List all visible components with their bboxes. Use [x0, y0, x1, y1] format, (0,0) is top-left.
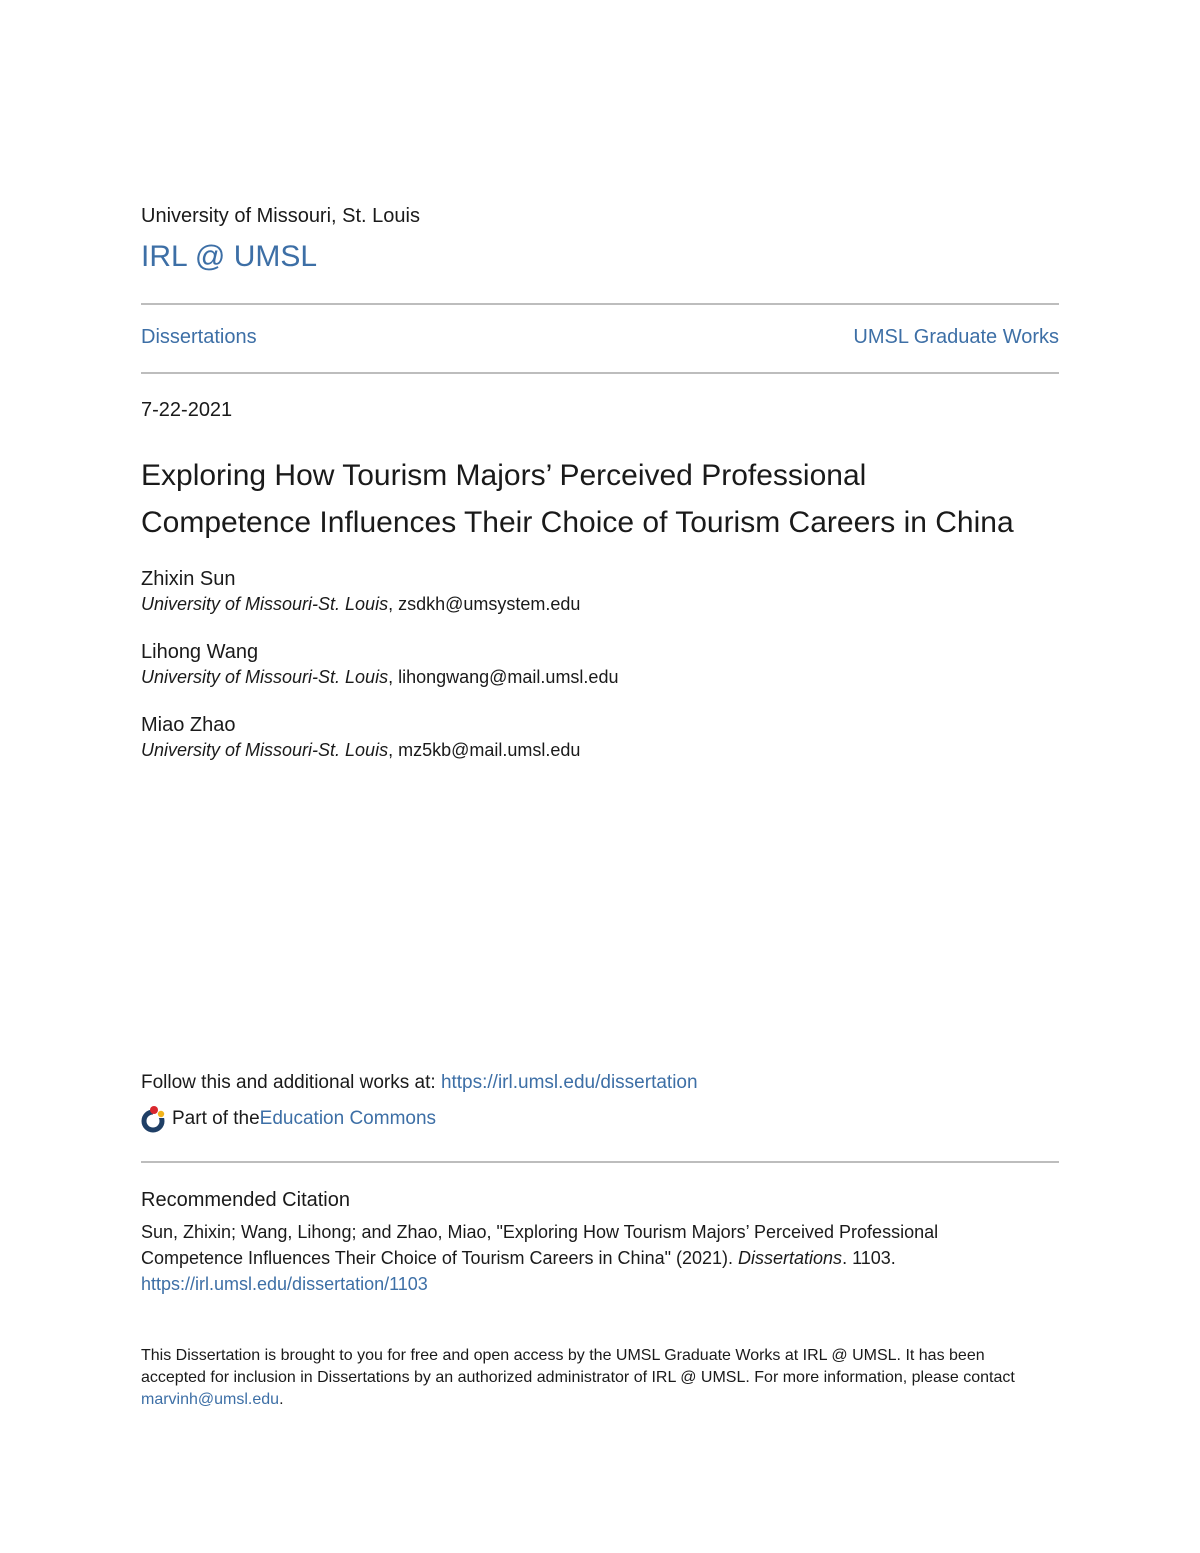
author-email: , lihongwang@mail.umsl.edu [388, 667, 619, 687]
institution-name: University of Missouri, St. Louis [141, 205, 420, 227]
author-entry [141, 566, 1059, 616]
dissertation-collection-link[interactable]: https://irl.umsl.edu/dissertation [440, 1072, 698, 1093]
follow-prefix: Follow this and additional works at: [141, 1072, 441, 1093]
affiliation-institution: University of Missouri-St. Louis [141, 740, 389, 760]
citation-link[interactable]: https://irl.umsl.edu/dissertation/1103 [141, 1274, 428, 1294]
author-name: Zhixin Sun [141, 568, 236, 590]
author-entry [141, 712, 1059, 762]
title-line-1: Exploring How Tourism Majors’ Perceived Professional [141, 459, 867, 492]
graduate-works-link[interactable]: UMSL Graduate Works [853, 326, 1059, 348]
divider-bottom [141, 1161, 1059, 1163]
citation-text [141, 1219, 1041, 1297]
title-line-2: Competence Influences Their Choice of Tourism Careers in China [141, 506, 1014, 539]
author-entry [141, 639, 1059, 689]
paper-title [141, 452, 1059, 546]
network-commons-icon [141, 1104, 167, 1134]
commons-prefix: Part of the [172, 1108, 260, 1129]
citation-journal: Dissertations [738, 1248, 843, 1268]
author-name: Miao Zhao [141, 714, 236, 736]
divider-middle [141, 372, 1059, 374]
repository-link[interactable]: IRL @ UMSL [141, 240, 318, 273]
author-affiliation [141, 738, 1059, 762]
education-commons-link[interactable]: Education Commons [259, 1108, 437, 1129]
author-affiliation [141, 592, 1059, 616]
dissertations-link[interactable]: Dissertations [141, 326, 257, 348]
citation-body: Sun, Zhixin; Wang, Lihong; and Zhao, Miao, "Exploring How Tourism Majors’ Perceived Professional Competence Influences Their Choice of Tourism Careers in China" (2021). [141, 1222, 939, 1268]
access-notice [141, 1345, 1041, 1411]
contact-email-link[interactable]: marvinh@umsl.edu [141, 1391, 280, 1408]
collection-nav [141, 326, 1059, 349]
citation-heading: Recommended Citation [141, 1189, 350, 1211]
commons-line [141, 1104, 436, 1134]
affiliation-institution: University of Missouri-St. Louis [141, 667, 389, 687]
author-name: Lihong Wang [141, 641, 259, 663]
affiliation-institution: University of Missouri-St. Louis [141, 594, 389, 614]
author-email: , mz5kb@mail.umsl.edu [388, 740, 581, 760]
citation-end: . 1103. [842, 1248, 896, 1268]
author-affiliation [141, 665, 1059, 689]
publication-date: 7-22-2021 [141, 399, 233, 421]
access-notice-end: . [279, 1391, 284, 1408]
divider-top [141, 303, 1059, 305]
author-email: , zsdkh@umsystem.edu [388, 594, 581, 614]
follow-line [141, 1072, 698, 1094]
cover-page [141, 0, 1059, 1553]
access-notice-text: This Dissertation is brought to you for free and open access by the UMSL Graduate Works at IRL @ UMSL. It has been accepted for inclusion in Dissertations by an authorized administrator of IRL @ UMSL. For more information, please contact [141, 1347, 1015, 1386]
